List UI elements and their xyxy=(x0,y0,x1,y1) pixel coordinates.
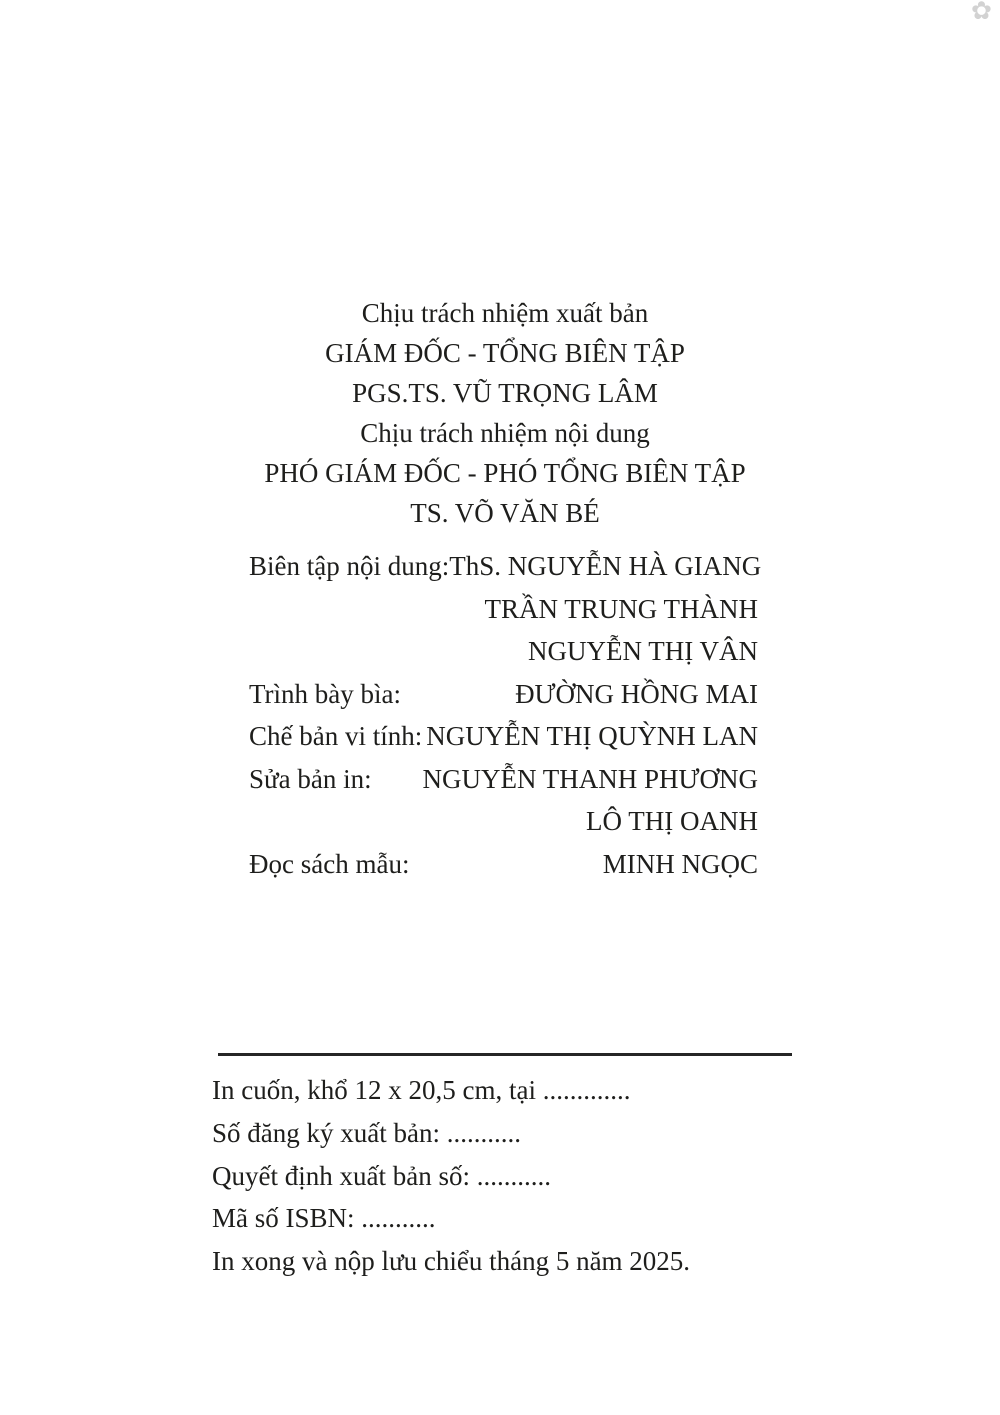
printing-info-line: Mã số ISBN: ........... xyxy=(212,1203,436,1234)
printing-info-line: In xong và nộp lưu chiểu tháng 5 năm 2025. xyxy=(212,1246,691,1277)
responsibility-line: Chịu trách nhiệm xuất bản xyxy=(361,298,649,328)
credit-role-label: Trình bày bìa: xyxy=(249,678,402,709)
credit-role-label: Đọc sách mẫu: xyxy=(249,848,410,879)
credit-person-name: ThS. NGUYỄN HÀ GIANG xyxy=(449,551,762,581)
credit-person-name: MINH NGỌC xyxy=(602,848,758,879)
printing-info-block xyxy=(212,1069,812,1283)
credit-person-name: LÔ THỊ OANH xyxy=(586,806,758,836)
horizontal-divider xyxy=(218,1053,792,1056)
credit-row xyxy=(249,673,758,716)
credit-row xyxy=(249,545,762,588)
credit-person-name: NGUYỄN THANH PHƯƠNG xyxy=(422,763,758,794)
credit-person-name: NGUYỄN THỊ QUỲNH LAN xyxy=(426,721,758,751)
credit-role-label: Chế bản vi tính: xyxy=(249,721,423,751)
flower-ornament-icon: ✿ xyxy=(971,0,992,25)
credit-row xyxy=(249,630,758,673)
credit-role-label: Biên tập nội dung: xyxy=(249,551,450,581)
credit-person-name: ĐƯỜNG HỒNG MAI xyxy=(515,678,758,709)
credit-row xyxy=(249,588,758,631)
credit-row xyxy=(249,758,758,801)
credit-person-name: NGUYỄN THỊ VÂN xyxy=(528,636,758,666)
printing-info-line: In cuốn, khổ 12 x 20,5 cm, tại ............. xyxy=(212,1075,631,1105)
responsibility-line: GIÁM ĐỐC - TỔNG BIÊN TẬP xyxy=(325,338,685,368)
responsibility-block xyxy=(212,293,798,533)
credit-role-label: Sửa bản in: xyxy=(249,763,372,794)
credit-row xyxy=(249,715,758,758)
credit-row xyxy=(249,800,758,843)
credit-person-name: TRẦN TRUNG THÀNH xyxy=(484,593,758,624)
responsibility-line: PHÓ GIÁM ĐỐC - PHÓ TỔNG BIÊN TẬP xyxy=(264,458,746,488)
credits-block xyxy=(249,545,762,885)
credit-row xyxy=(249,843,758,886)
responsibility-line: PGS.TS. VŨ TRỌNG LÂM xyxy=(352,378,658,408)
responsibility-line: Chịu trách nhiệm nội dung xyxy=(360,418,650,448)
printing-info-line: Quyết định xuất bản số: ........... xyxy=(212,1160,551,1191)
printing-info-line: Số đăng ký xuất bản: ........... xyxy=(212,1117,521,1148)
responsibility-line: TS. VÕ VĂN BÉ xyxy=(410,498,600,528)
